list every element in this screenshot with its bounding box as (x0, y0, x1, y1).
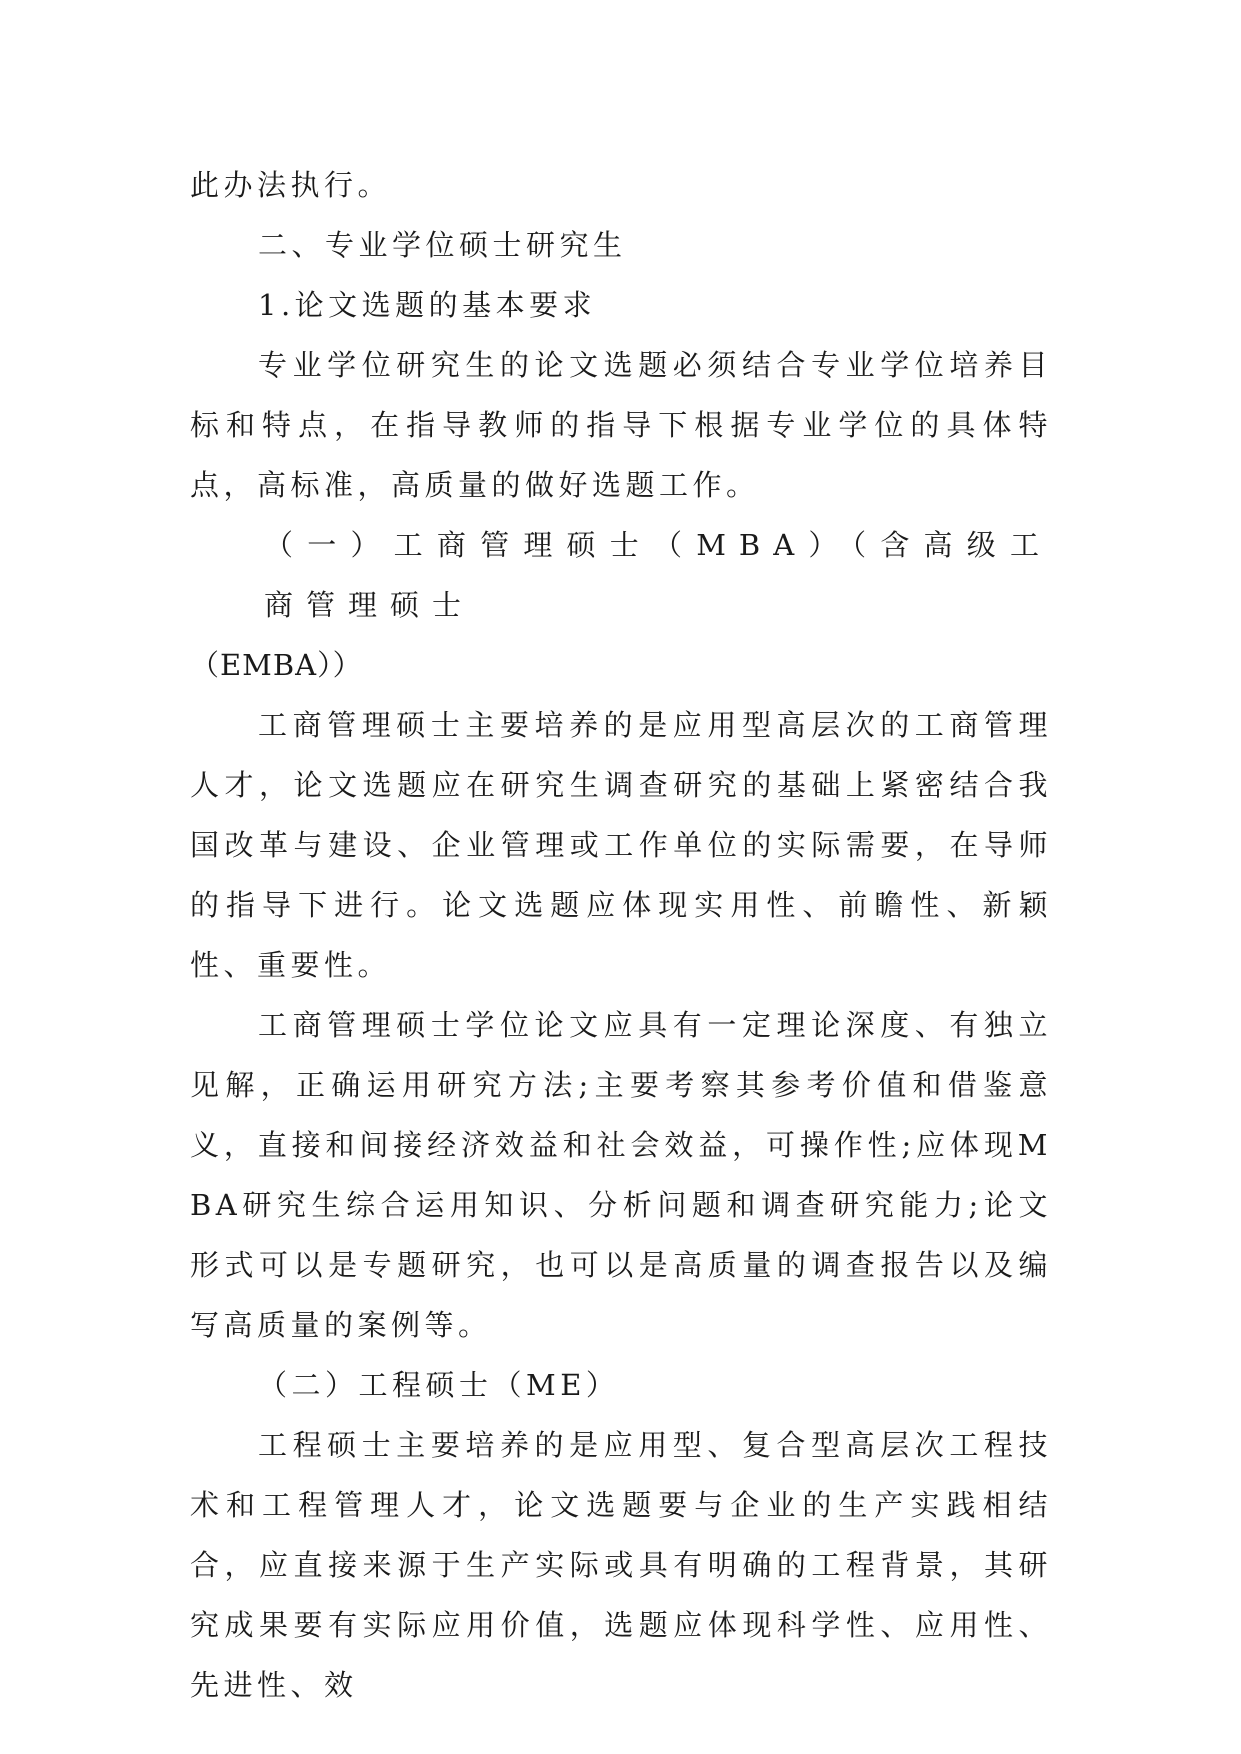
subheading-mba (190, 515, 1052, 695)
paragraph-continuation: 此办法执行。 (190, 168, 392, 202)
section-heading-professional-degree: 二、专业学位硕士研究生 (258, 228, 627, 262)
subheading-mba-line1: （一）工商管理硕士（MBA）（含高级工商管理硕士 (264, 528, 1052, 622)
subheading-topic-requirements: 1.论文选题的基本要求 (258, 288, 597, 322)
paragraph-mba-thesis: 工商管理硕士学位论文应具有一定理论深度、有独立见解，正确运用研究方法;主要考察其参考价值和借鉴意义，直接和间接经济效益和社会效益，可操作性;应体现MBA研究生综合运用知识、分析问题和调查研究能力;论文形式可以是专题研究，也可以是高质量的调查报告以及编写高质量的案例等。 (190, 1008, 1052, 1342)
document-body (190, 155, 1052, 1715)
paragraph-me-training: 工程硕士主要培养的是应用型、复合型高层次工程技术和工程管理人才，论文选题要与企业的生产实践相结合，应直接来源于生产实际或具有明确的工程背景，其研究成果要有实际应用价值，选题应体现科学性、应用性、先进性、效 (190, 1428, 1052, 1702)
paragraph-topic-requirements: 专业学位研究生的论文选题必须结合专业学位培养目标和特点，在指导教师的指导下根据专业学位的具体特点，高标准，高质量的做好选题工作。 (190, 348, 1052, 502)
subheading-mba-line2: （EMBA）） (190, 648, 363, 682)
subheading-me: （二）工程硕士（ME） (258, 1368, 620, 1402)
paragraph-mba-training: 工商管理硕士主要培养的是应用型高层次的工商管理人才，论文选题应在研究生调查研究的基础上紧密结合我国改革与建设、企业管理或工作单位的实际需要，在导师的指导下进行。论文选题应体现实用性、前瞻性、新颖性、重要性。 (190, 708, 1052, 982)
